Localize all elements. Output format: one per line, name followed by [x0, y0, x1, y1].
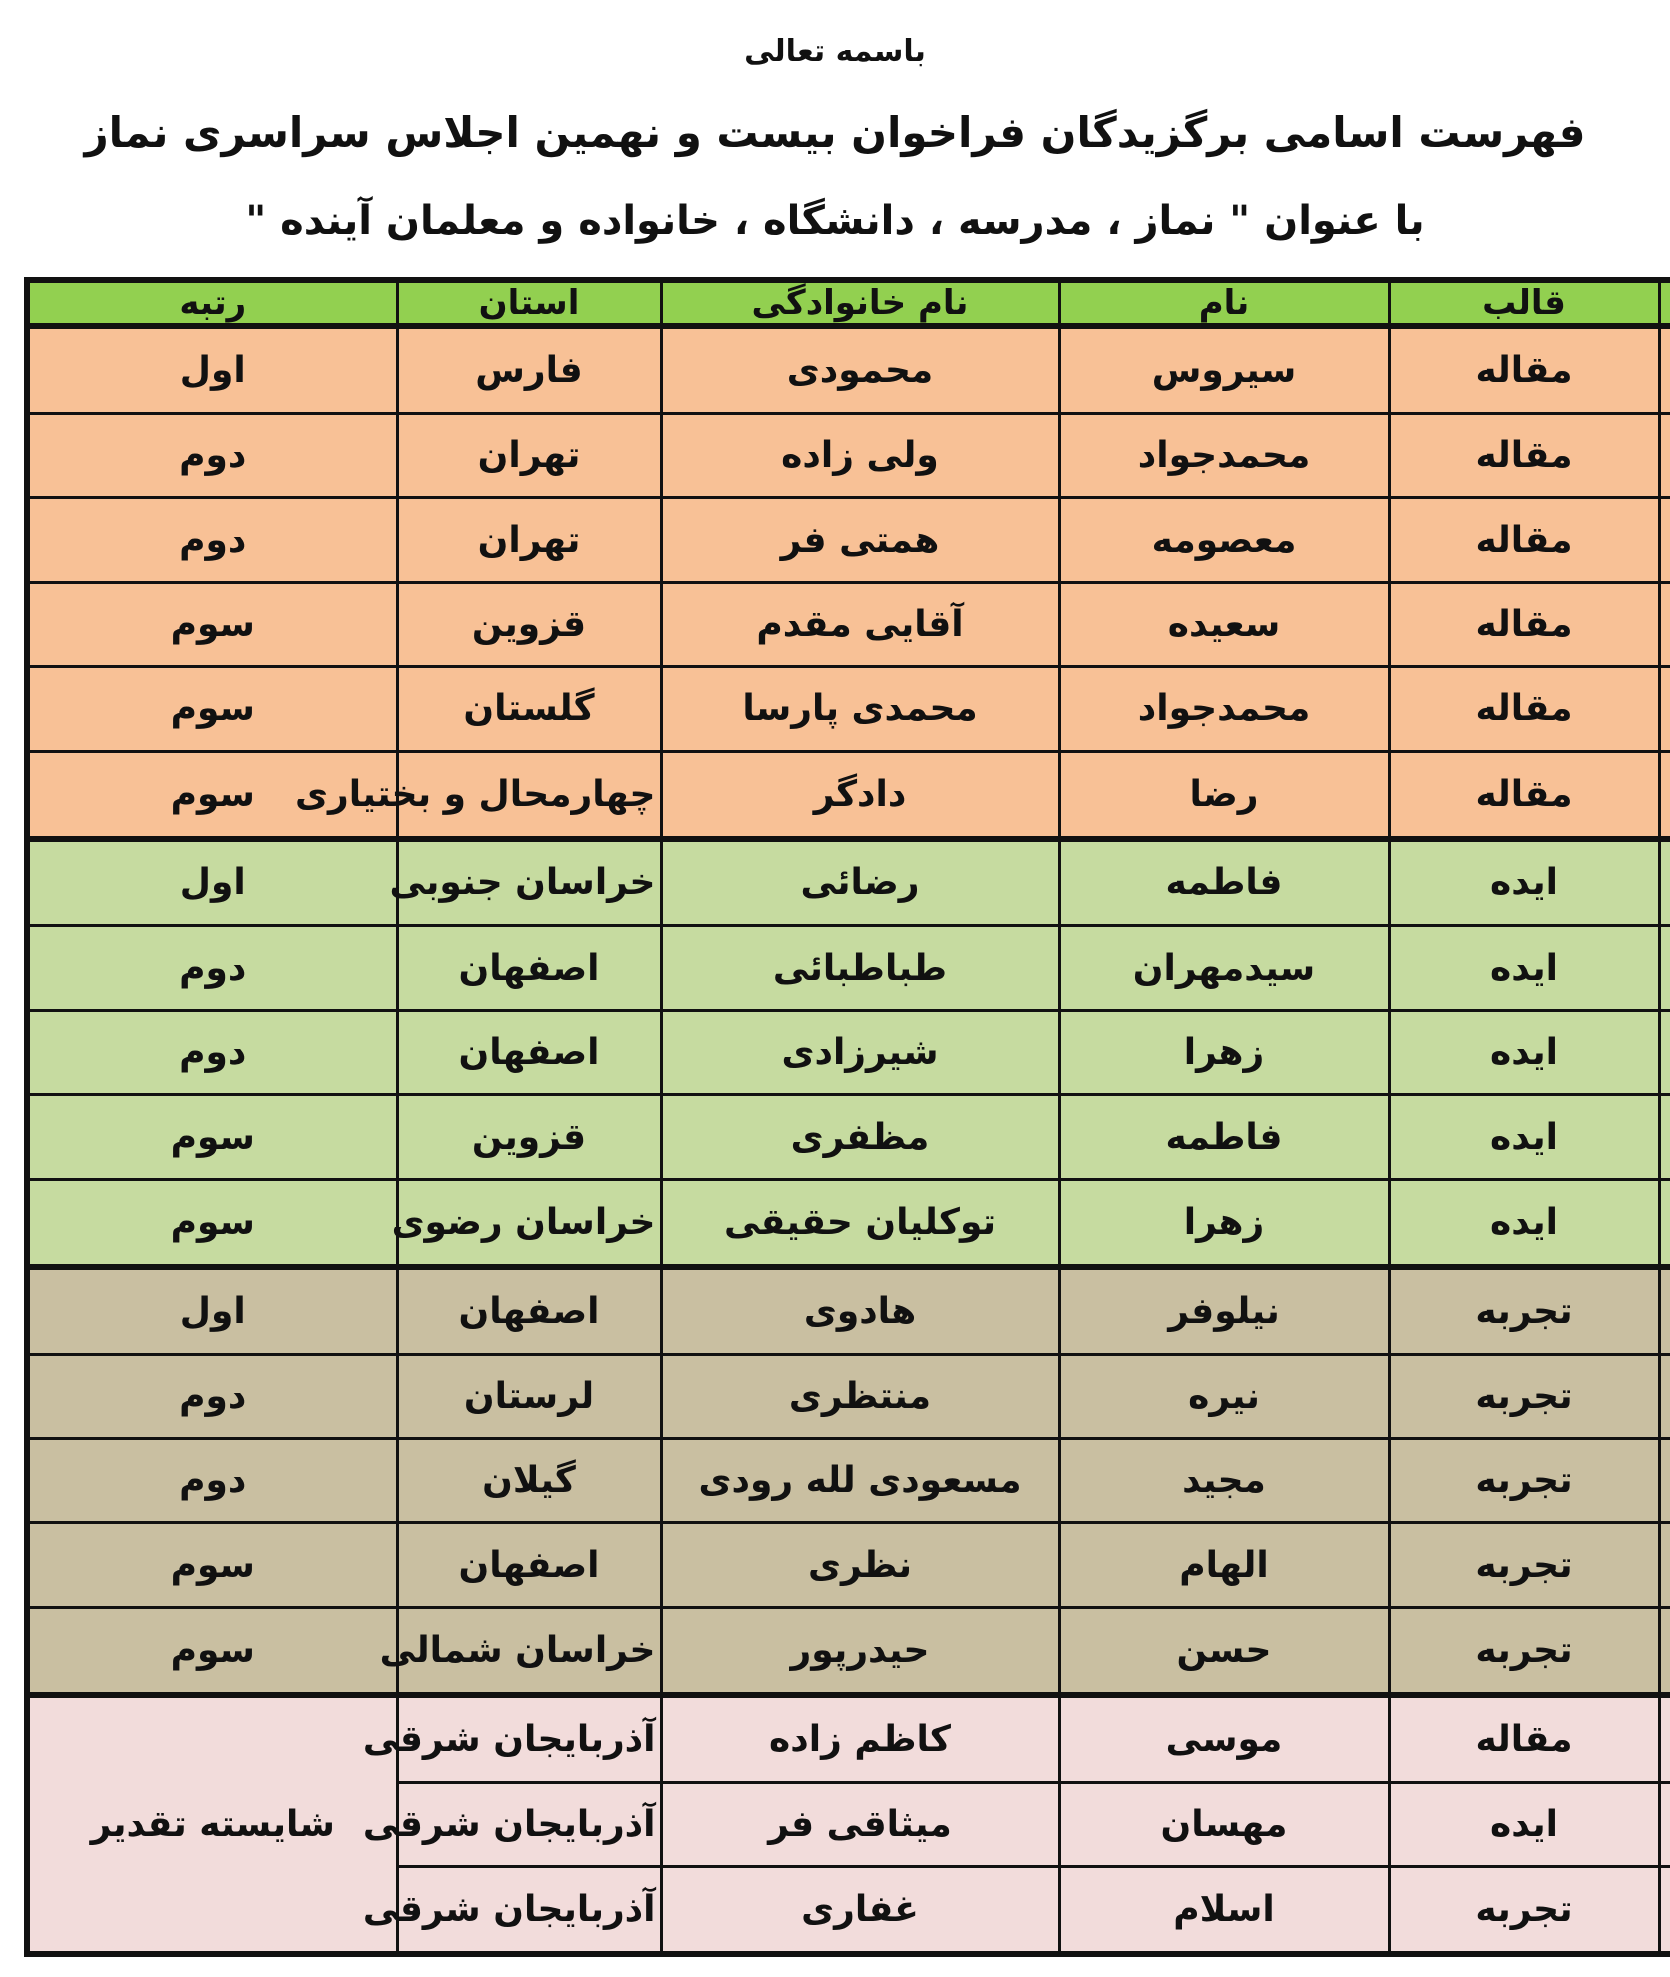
table-row — [27, 413, 1670, 497]
first-name-cell: سیروس — [1059, 326, 1389, 413]
province-cell: خراسان جنوبی — [397, 839, 661, 926]
format-cell: مقاله — [1389, 667, 1659, 751]
rank-cell: سوم — [27, 1095, 397, 1179]
table-row — [27, 926, 1670, 1010]
table-row — [27, 667, 1670, 751]
last-name-cell: محمدی پارسا — [661, 667, 1059, 751]
province-cell: آذربایجان شرقی — [397, 1867, 661, 1954]
first-name-cell: اسلام — [1059, 1867, 1389, 1954]
province-cell: لرستان — [397, 1354, 661, 1438]
rank-cell: دوم — [27, 926, 397, 1010]
row-number — [1659, 751, 1670, 838]
row-number — [1659, 1179, 1670, 1266]
province-cell: خراسان شمالی — [397, 1607, 661, 1694]
table-row — [27, 1523, 1670, 1607]
first-name-cell: نیره — [1059, 1354, 1389, 1438]
rank-cell: دوم — [27, 498, 397, 582]
first-name-cell: سیدمهران — [1059, 926, 1389, 1010]
column-header-first-name: نام — [1059, 280, 1389, 326]
format-cell: مقاله — [1389, 582, 1659, 666]
row-number — [1659, 1010, 1670, 1094]
first-name-cell: محمدجواد — [1059, 667, 1389, 751]
rank-cell: اول — [27, 326, 397, 413]
row-number — [1659, 1095, 1670, 1179]
table-row — [27, 1607, 1670, 1694]
rank-cell: اول — [27, 1267, 397, 1354]
first-name-cell: مجید — [1059, 1438, 1389, 1522]
first-name-cell: زهرا — [1059, 1179, 1389, 1266]
first-name-cell: رضا — [1059, 751, 1389, 838]
honorable-mention-cell: شایسته تقدیر — [27, 1695, 397, 1954]
row-number — [1659, 1607, 1670, 1694]
province-cell: فارس — [397, 326, 661, 413]
rank-cell: سوم — [27, 582, 397, 666]
province-cell: قزوین — [397, 1095, 661, 1179]
province-cell: تهران — [397, 413, 661, 497]
column-header-row-number — [1659, 280, 1670, 326]
last-name-cell: طباطبائی — [661, 926, 1059, 1010]
format-cell: ایده — [1389, 926, 1659, 1010]
first-name-cell: فاطمه — [1059, 839, 1389, 926]
rank-cell: سوم — [27, 1523, 397, 1607]
last-name-cell: منتظری — [661, 1354, 1059, 1438]
last-name-cell: حیدرپور — [661, 1607, 1059, 1694]
table-row — [27, 839, 1670, 926]
format-cell: مقاله — [1389, 498, 1659, 582]
province-cell: اصفهان — [397, 1010, 661, 1094]
format-cell: تجربه — [1389, 1867, 1659, 1954]
row-number — [1659, 498, 1670, 582]
row-number — [1659, 1523, 1670, 1607]
first-name-cell: نیلوفر — [1059, 1267, 1389, 1354]
rank-cell: دوم — [27, 413, 397, 497]
format-cell: مقاله — [1389, 1695, 1659, 1782]
row-number — [1659, 1782, 1670, 1866]
format-cell: تجربه — [1389, 1607, 1659, 1694]
format-cell: ایده — [1389, 1782, 1659, 1866]
row-number — [1659, 926, 1670, 1010]
format-cell: ایده — [1389, 1095, 1659, 1179]
format-cell: مقاله — [1389, 413, 1659, 497]
table-row — [27, 1438, 1670, 1522]
row-number — [1659, 413, 1670, 497]
rank-cell: سوم — [27, 751, 397, 838]
last-name-cell: ولی زاده — [661, 413, 1059, 497]
first-name-cell: زهرا — [1059, 1010, 1389, 1094]
province-cell: خراسان رضوی — [397, 1179, 661, 1266]
last-name-cell: میثاقی فر — [661, 1782, 1059, 1866]
rank-cell: سوم — [27, 1607, 397, 1694]
format-cell: تجربه — [1389, 1438, 1659, 1522]
last-name-cell: نظری — [661, 1523, 1059, 1607]
table-row — [27, 1179, 1670, 1266]
row-number — [1659, 1267, 1670, 1354]
rank-cell: اول — [27, 839, 397, 926]
table-row — [27, 582, 1670, 666]
province-cell: چهارمحال و بختیاری — [397, 751, 661, 838]
format-cell: ایده — [1389, 839, 1659, 926]
format-cell: مقاله — [1389, 326, 1659, 413]
row-number — [1659, 582, 1670, 666]
table-row — [27, 1695, 1670, 1782]
last-name-cell: توکلیان حقیقی — [661, 1179, 1059, 1266]
province-cell: اصفهان — [397, 926, 661, 1010]
province-cell: اصفهان — [397, 1523, 661, 1607]
table-row — [27, 1095, 1670, 1179]
first-name-cell: مهسان — [1059, 1782, 1389, 1866]
province-cell: قزوین — [397, 582, 661, 666]
rank-cell: دوم — [27, 1010, 397, 1094]
last-name-cell: رضائی — [661, 839, 1059, 926]
rank-cell: سوم — [27, 667, 397, 751]
province-cell: آذربایجان شرقی — [397, 1782, 661, 1866]
row-number — [1659, 667, 1670, 751]
format-cell: مقاله — [1389, 751, 1659, 838]
row-number — [1659, 1438, 1670, 1522]
last-name-cell: هادوی — [661, 1267, 1059, 1354]
table-row — [27, 1354, 1670, 1438]
province-cell: گلستان — [397, 667, 661, 751]
last-name-cell: محمودی — [661, 326, 1059, 413]
last-name-cell: غفاری — [661, 1867, 1059, 1954]
table-row — [27, 751, 1670, 838]
table-row — [27, 326, 1670, 413]
row-number — [1659, 839, 1670, 926]
first-name-cell: حسن — [1059, 1607, 1389, 1694]
invocation-heading: باسمه تعالی — [744, 34, 926, 69]
last-name-cell: مسعودی لله رودی — [661, 1438, 1059, 1522]
column-header-format: قالب — [1389, 280, 1659, 326]
last-name-cell: مظفری — [661, 1095, 1059, 1179]
first-name-cell: الهام — [1059, 1523, 1389, 1607]
format-cell: تجربه — [1389, 1354, 1659, 1438]
page-title: فهرست اسامی برگزیدگان فراخوان بیست و نهمین اجلاس سراسری نماز — [84, 108, 1586, 157]
last-name-cell: آقایی مقدم — [661, 582, 1059, 666]
province-cell: تهران — [397, 498, 661, 582]
format-cell: تجربه — [1389, 1523, 1659, 1607]
rank-cell: دوم — [27, 1354, 397, 1438]
last-name-cell: دادگر — [661, 751, 1059, 838]
last-name-cell: کاظم زاده — [661, 1695, 1059, 1782]
first-name-cell: فاطمه — [1059, 1095, 1389, 1179]
winners-table — [24, 277, 1670, 1957]
format-cell: تجربه — [1389, 1267, 1659, 1354]
row-number — [1659, 1867, 1670, 1954]
column-header-last-name: نام خانوادگی — [661, 280, 1059, 326]
rank-cell: دوم — [27, 1438, 397, 1522]
column-header-province: استان — [397, 280, 661, 326]
first-name-cell: موسی — [1059, 1695, 1389, 1782]
format-cell: ایده — [1389, 1010, 1659, 1094]
last-name-cell: شیرزادی — [661, 1010, 1059, 1094]
first-name-cell: سعیده — [1059, 582, 1389, 666]
first-name-cell: محمدجواد — [1059, 413, 1389, 497]
province-cell: اصفهان — [397, 1267, 661, 1354]
rank-cell: سوم — [27, 1179, 397, 1266]
province-cell: آذربایجان شرقی — [397, 1695, 661, 1782]
row-number — [1659, 1695, 1670, 1782]
first-name-cell: معصومه — [1059, 498, 1389, 582]
column-header-rank: رتبه — [27, 280, 397, 326]
row-number — [1659, 326, 1670, 413]
page-subtitle: با عنوان " نماز ، مدرسه ، دانشگاه ، خانواده و معلمان آینده " — [245, 198, 1425, 244]
table-header-row — [27, 280, 1670, 326]
table-row — [27, 498, 1670, 582]
table-row — [27, 1010, 1670, 1094]
row-number — [1659, 1354, 1670, 1438]
province-cell: گیلان — [397, 1438, 661, 1522]
table-row — [27, 1267, 1670, 1354]
last-name-cell: همتی فر — [661, 498, 1059, 582]
format-cell: ایده — [1389, 1179, 1659, 1266]
